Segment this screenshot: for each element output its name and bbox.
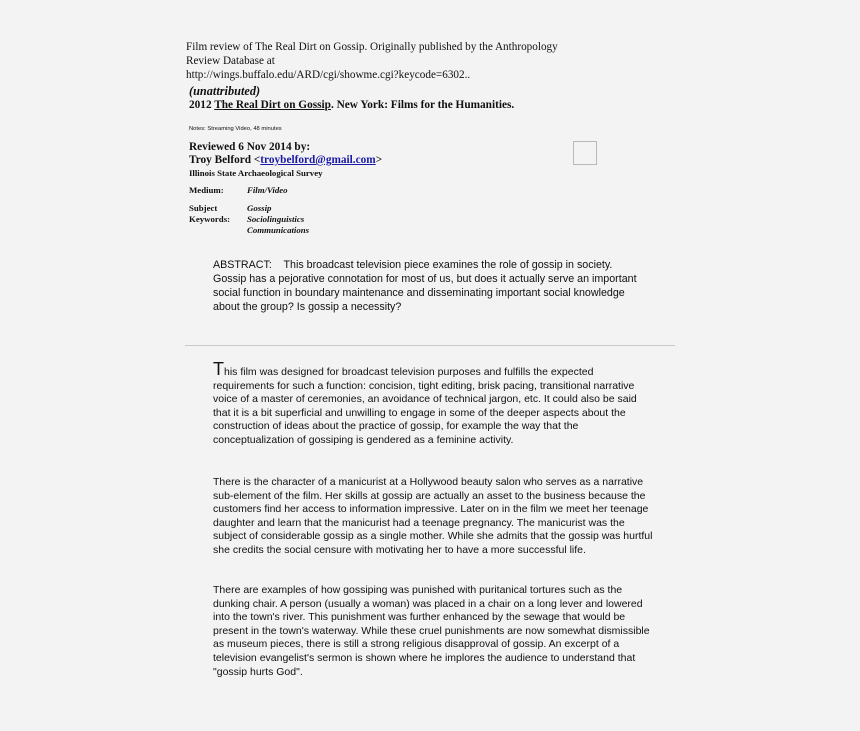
body-paragraph-3: There are examples of how gossiping was punished with puritanical tortures such as the dunking chair. A person (usually a woman) was placed in a chair on a long lever and lowered into the town's river. This punishment was further enhanced by the sewage that would be present in the town's waterway. While these cruel punishments are now somewhat dismissible as museum pieces, there is still a strong religious disapproval of gossip. An excerpt of a television evangelist's sermon is shown where he implores the audience to understand that "gossip hurts God". [213,584,650,678]
source-line-1: Film review of The Real Dirt on Gossip. Originally published by the Anthropology [186,41,558,53]
subject-label: Subject [189,203,218,213]
source-line-2: Review Database at [186,55,275,67]
reviewer [189,154,382,166]
body-paragraph-1-text: his film was designed for broadcast television purposes and fulfills the expected requirements for such a function: concision, tight editing, brisk pacing, transitional narrative voice of a master of ceremonies, an avoidance of technical jargon, etc. It could also be said that it is a bit superficial and unwilling to engage in some of the deeper aspects about the construction of ideas about the practice of gossip, for example the way that the conceptualization of gossiping is gendered as a feminine activity. [213,366,637,446]
email-close-bracket: > [375,154,383,166]
citation-year: 2012 [189,99,212,111]
drop-cap: T [213,359,224,379]
reviewed-date: Reviewed 6 Nov 2014 by: [189,141,311,153]
source-header [186,40,606,82]
keyword-2: Sociolinguistics [247,214,305,224]
image-placeholder-box [573,141,597,165]
source-url: http://wings.buffalo.edu/ARD/cgi/showme.cgi?keycode=6302.. [186,69,471,81]
keyword-3: Communications [247,225,310,235]
medium-value: Film/Video [247,185,288,195]
keywords-label: Keywords: [189,214,231,224]
citation-publisher: . New York: Films for the Humanities. [330,99,515,111]
body-paragraph-2: There is the character of a manicurist at a Hollywood beauty salon who serves as a narrative sub-element of the film. Her skills at gossip are actually an asset to the business because the customers find her access to information impressive. Later on in the film we meet her teenage daughter and learn that the manicurist had a teenage pregnancy. The manicurist was the subject of considerable gossip as a single mother. While she admits that the gossip was hurtful she credits the social censure with motivating her to have a more successful life. [213,476,653,556]
abstract: ABSTRACT: This broadcast television piece examines the role of gossip in society. Gossip has a pejorative connotation for most of us, but does it actually serve an important social function in boundary maintenance and disseminating important social knowledge about the group? Is gossip a necessity? [213,259,640,313]
body-paragraph-1 [213,359,653,448]
section-divider [185,345,675,346]
medium-label: Medium: [189,185,224,195]
reviewer-email-link[interactable]: troybelford@gmail.com [260,154,376,166]
notes: Notes: Streaming Video, 48 minutes [189,126,282,132]
reviewer-name: Troy Belford [189,154,252,166]
reviewer-affiliation: Illinois State Archaeological Survey [189,168,323,178]
citation-line [189,99,514,111]
attribution: (unattributed) [189,84,261,98]
film-title: The Real Dirt on Gossip [214,99,331,111]
keyword-1: Gossip [247,203,272,213]
email-open-bracket: < [253,154,261,166]
